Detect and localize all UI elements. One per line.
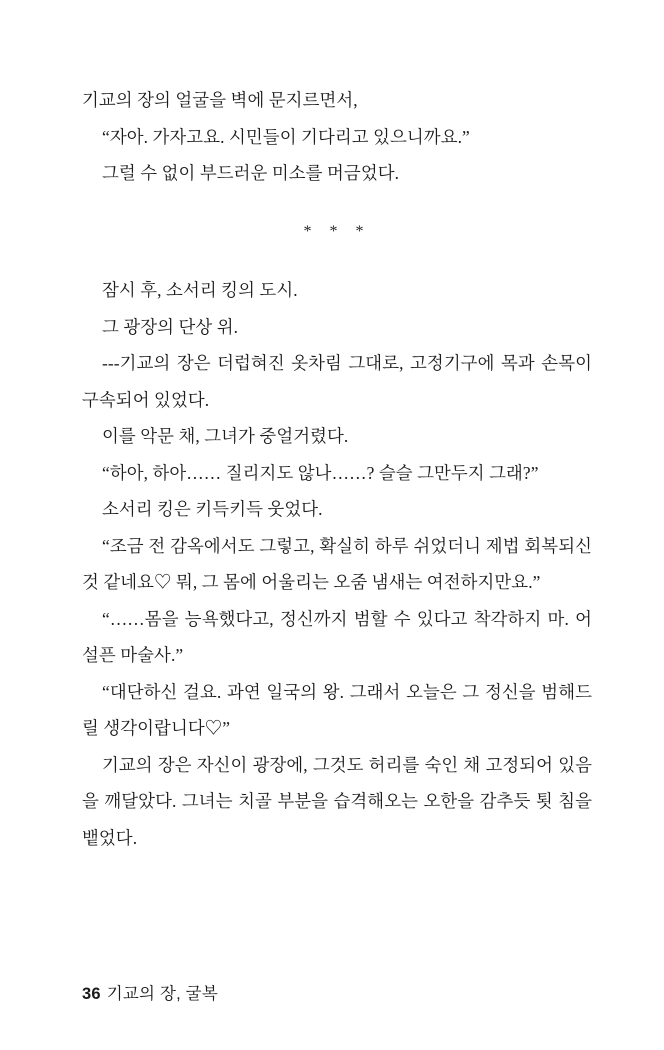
- page-body: [82, 82, 592, 856]
- paragraph: “자아. 가자고요. 시민들이 기다리고 있으니까요.”: [102, 126, 470, 147]
- paragraph: 소서리 킹은 키득키득 웃었다.: [102, 499, 323, 519]
- paragraph: 기교의 장은 자신이 광장에, 그것도 허리를 숙인 채 고정되어 있음을 깨달았다. 그녀는 치골 부분을 습격해오는 오한을 감추듯 툇 침을 뱉었다.: [82, 754, 592, 848]
- paragraph: “대단하신 걸요. 과연 일국의 왕. 그래서 오늘은 그 정신을 범해드릴 생각이랍니다♡”: [82, 681, 592, 738]
- paragraph: 그 광장의 단상 위.: [102, 316, 239, 337]
- paragraph: “……몸을 능욕했다고, 정신까지 범할 수 있다고 착각하지 마. 어설픈 마술사.”: [82, 608, 592, 665]
- paragraph: “조금 전 감옥에서도 그렇고, 확실히 하루 쉬었더니 제법 회복되신 것 같네요♡ 뭐, 그 몸에 어울리는 오줌 냄새는 여전하지만요.”: [82, 535, 592, 592]
- paragraph: “하아, 하아…… 질리지도 않나……? 슬슬 그만두지 그래?”: [102, 462, 539, 483]
- scene-break-divider: * * *: [303, 222, 371, 240]
- paragraph: 기교의 장의 얼굴을 벽에 문지르면서,: [82, 90, 358, 110]
- page-number: 36: [82, 985, 101, 1003]
- paragraph: 그럴 수 없이 부드러운 미소를 머금었다.: [102, 163, 400, 183]
- paragraph: ---기교의 장은 더럽혀진 옷차림 그대로, 고정기구에 목과 손목이 구속되어 있었다.: [82, 353, 592, 410]
- paragraph: 잠시 후, 소서리 킹의 도시.: [102, 280, 298, 300]
- chapter-title: 기교의 장, 굴복: [106, 985, 218, 1003]
- page-footer: [82, 980, 218, 1004]
- paragraph: 이를 악문 채, 그녀가 중얼거렸다.: [102, 426, 349, 446]
